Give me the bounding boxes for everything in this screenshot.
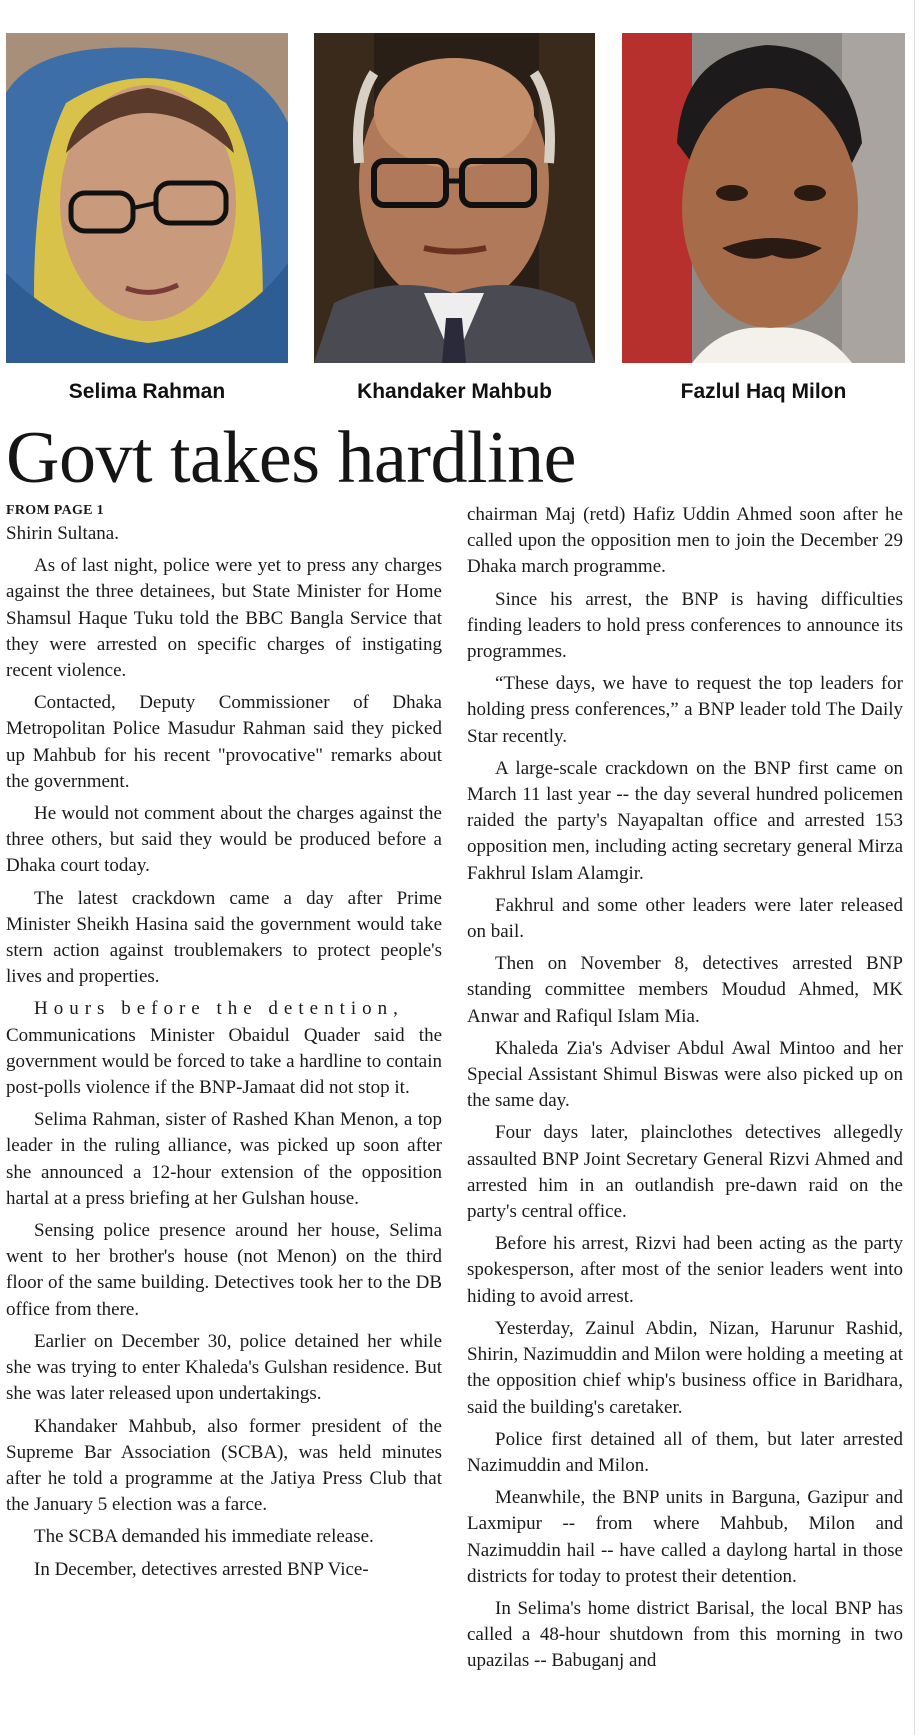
paragraph: Fakhrul and some other leaders were later released on bail.	[467, 894, 903, 943]
photo-fazlul-haq-milon	[622, 33, 905, 363]
paragraph: Since his arrest, the BNP is having difficulties finding leaders to hold press conferences to announce its programmes.	[467, 588, 903, 663]
paragraph: Meanwhile, the BNP units in Barguna, Gazipur and Laxmipur -- from where Mahbub, Milon and Nazimuddin hail -- have called a daylong hartal in those districts for today to protest their detention.	[467, 1487, 903, 1587]
paragraph: Shirin Sultana.	[6, 523, 119, 544]
paragraph: He would not comment about the charges against the three others, but said they would be produced before a Dhaka court today.	[6, 803, 442, 877]
paragraph: Contacted, Deputy Commissioner of Dhaka Metropolitan Police Masudur Rahman said they picked up Mahbub for his recent "provocative" remarks about the government.	[6, 692, 442, 792]
paragraph: Yesterday, Zainul Abdin, Nizan, Harunur Rashid, Shirin, Nazimuddin and Milon were holding a meeting at the opposition chief whip's business office in Baridhara, said the building's caretaker.	[467, 1317, 903, 1418]
paragraph: Khaleda Zia's Adviser Abdul Awal Mintoo and her Special Assistant Shimul Biswas were also picked up on the same day.	[467, 1037, 903, 1112]
paragraph: Hours before the detention,	[34, 998, 404, 1020]
paragraph: Four days later, plainclothes detectives allegedly assaulted BNP Joint Secretary General Rizvi Ahmed and arrested him in an outlandish pre-dawn raid on the party's central office.	[467, 1122, 903, 1223]
paragraph: Khandaker Mahbub, also former president of the Supreme Bar Association (SCBA), was held minutes after he told a programme at the Jatiya Press Club that the January 5 election was a farce.	[6, 1415, 442, 1516]
from-page-label: FROM PAGE 1	[6, 503, 104, 518]
paragraph: Then on November 8, detectives arrested BNP standing committee members Moudud Ahmed, MK Anwar and Rafiqul Islam Mia.	[467, 953, 903, 1027]
photo-caption: Selima Rahman	[68, 380, 226, 403]
article-column-right	[467, 502, 903, 1681]
photo-caption: Fazlul Haq Milon	[680, 380, 847, 403]
paragraph: In Selima's home district Barisal, the local BNP has called a 48-hour shutdown from this morning in two upazilas -- Babuganj and	[467, 1597, 903, 1672]
paragraph: Communications Minister Obaidul Quader said the government would be forced to take a hardline to contain post-polls violence if the BNP-Jamaat did not stop it.	[6, 1024, 442, 1099]
paragraph: Earlier on December 30, police detained her while she was trying to enter Khaleda's Gulshan residence. But she was later released upon undertakings.	[6, 1330, 442, 1405]
paragraph: “These days, we have to request the top leaders for holding press conferences,” a BNP leader told The Daily Star recently.	[467, 673, 903, 747]
article-column-left	[6, 502, 442, 1589]
headline: Govt takes hardline	[6, 417, 576, 499]
photo-selima-rahman	[6, 33, 288, 363]
paragraph: The SCBA demanded his immediate release.	[34, 1526, 374, 1548]
page-edge-rule	[914, 0, 915, 1735]
paragraph: Police first detained all of them, but later arrested Nazimuddin and Milon.	[467, 1428, 903, 1476]
paragraph: A large-scale crackdown on the BNP first came on March 11 last year -- the day several hundred policemen raided the party's Nayapaltan office and arrested 153 opposition men, including acting secretary general Mirza Fakhrul Islam Alamgir.	[467, 757, 903, 884]
paragraph: chairman Maj (retd) Hafiz Uddin Ahmed soon after he called upon the opposition men to join the December 29 Dhaka march programme.	[467, 504, 903, 578]
paragraph: As of last night, police were yet to press any charges against the three detainees, but State Minister for Home Shamsul Haque Tuku told the BBC Bangla Service that they were arrested on specific charges of instigating recent violence.	[6, 555, 442, 682]
paragraph: Selima Rahman, sister of Rashed Khan Menon, a top leader in the ruling alliance, was picked up soon after she announced a 12-hour extension of the opposition hartal at a press briefing at her Gulshan house.	[6, 1109, 442, 1209]
paragraph: In December, detectives arrested BNP Vice-	[34, 1558, 369, 1580]
paragraph: Sensing police presence around her house, Selima went to her brother's house (not Menon) on the third floor of the same building. Detectives took her to the DB office from there.	[6, 1220, 442, 1320]
photo-caption: Khandaker Mahbub	[357, 380, 552, 403]
paragraph: Before his arrest, Rizvi had been acting as the party spokesperson, after most of the senior leaders went into hiding to avoid arrest.	[467, 1233, 903, 1307]
paragraph: The latest crackdown came a day after Prime Minister Sheikh Hasina said the government would take stern action against troublemakers to protect people's lives and properties.	[6, 887, 442, 988]
photo-khandaker-mahbub	[314, 33, 595, 363]
